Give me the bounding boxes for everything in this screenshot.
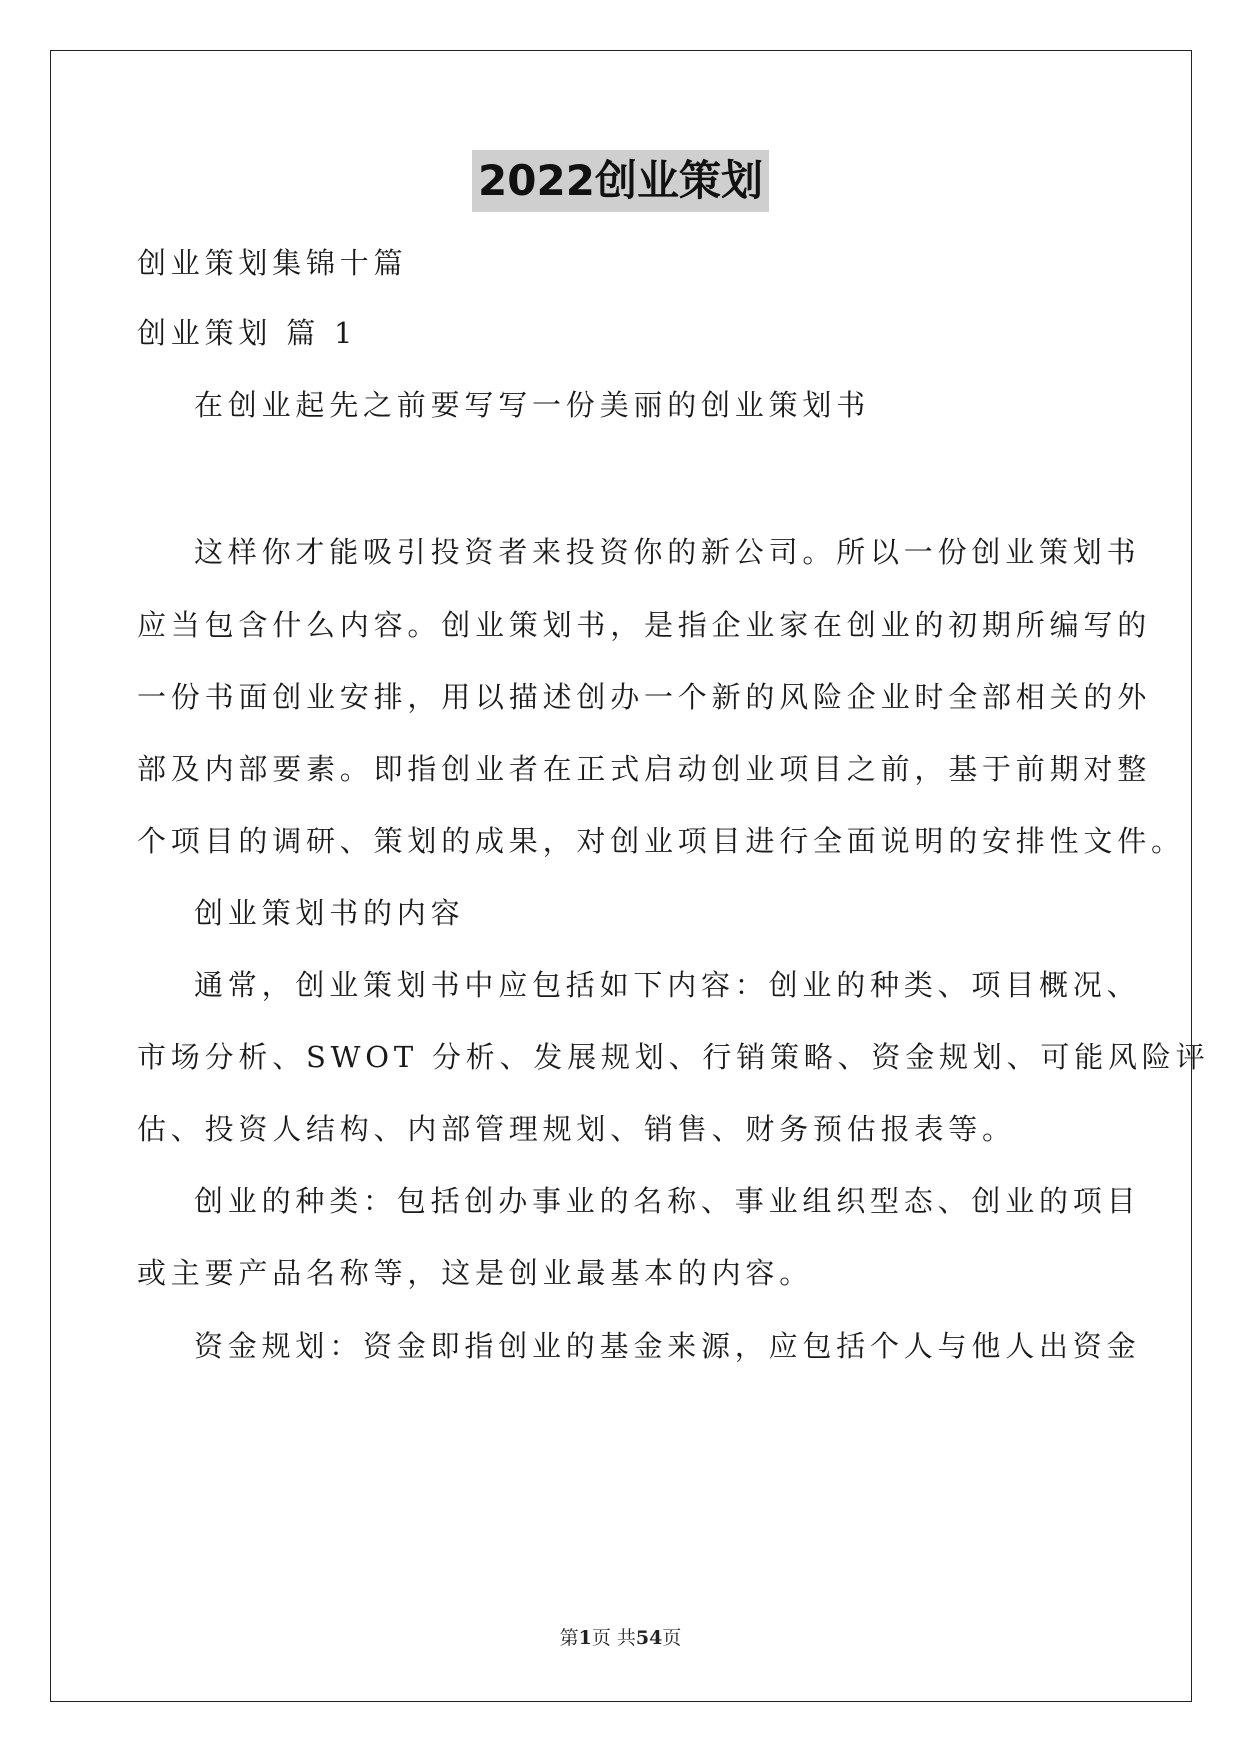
paragraph-line: 一份书面创业安排，用以描述创办一个新的风险企业时全部相关的外	[137, 680, 1152, 714]
paragraph-line: 通常，创业策划书中应包括如下内容：创业的种类、项目概况、	[194, 968, 1141, 1002]
footer-suffix: 页	[662, 1627, 682, 1649]
title-container	[0, 150, 1241, 212]
footer-mid: 页 共	[591, 1627, 636, 1649]
document-subtitle: 创业策划集锦十篇	[137, 246, 408, 280]
document-title: 2022创业策划	[472, 150, 769, 212]
paragraph-line: 创业的种类：包括创办事业的名称、事业组织型态、创业的项目	[194, 1184, 1141, 1218]
paragraph-line: 应当包含什么内容。创业策划书，是指企业家在创业的初期所编写的	[137, 608, 1152, 642]
paragraph-line: 个项目的调研、策划的成果，对创业项目进行全面说明的安排性文件。	[137, 824, 1185, 858]
paragraph-line: 估、投资人结构、内部管理规划、销售、财务预估报表等。	[137, 1112, 1016, 1146]
page-footer	[0, 1625, 1241, 1651]
intro-line: 在创业起先之前要写写一份美丽的创业策划书	[194, 388, 871, 422]
paragraph-line: 资金规划：资金即指创业的基金来源，应包括个人与他人出资金	[194, 1329, 1141, 1363]
paragraph-line: 部及内部要素。即指创业者在正式启动创业项目之前，基于前期对整	[137, 752, 1152, 786]
section-heading: 创业策划 篇 1	[137, 316, 358, 350]
paragraph-line: 这样你才能吸引投资者来投资你的新公司。所以一份创业策划书	[194, 535, 1141, 569]
current-page-number: 1	[578, 1627, 592, 1649]
contents-heading: 创业策划书的内容	[194, 896, 465, 930]
paragraph-line: 或主要产品名称等，这是创业最基本的内容。	[137, 1256, 814, 1290]
paragraph-line: 市场分析、SWOT 分析、发展规划、行销策略、资金规划、可能风险评	[137, 1040, 1210, 1074]
footer-prefix: 第	[559, 1627, 579, 1649]
page-border	[50, 50, 1192, 1702]
total-page-number: 54	[635, 1627, 663, 1649]
